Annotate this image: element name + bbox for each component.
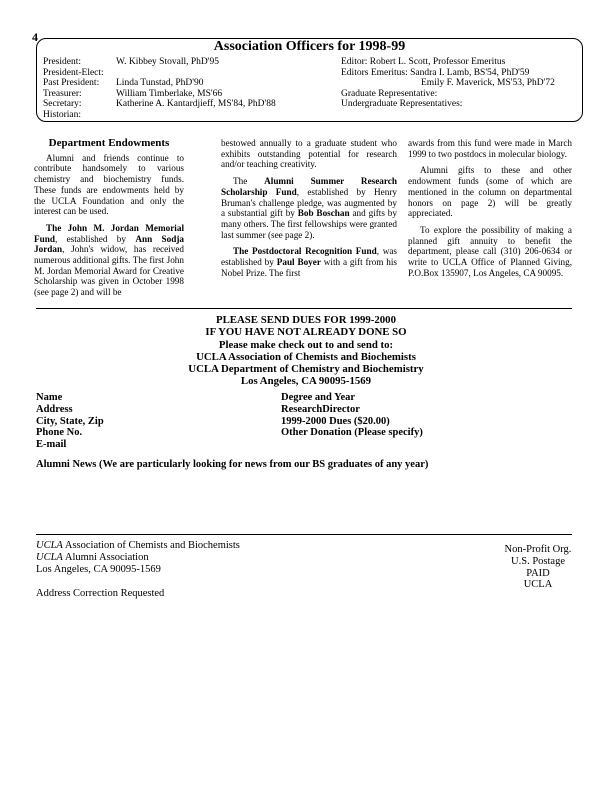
endowments-column-3 bbox=[408, 138, 572, 284]
form-field-dues: 1999-2000 Dues ($20.00) bbox=[281, 415, 390, 427]
editor-line: Emily F. Maverick, MS'53, PhD'72 bbox=[421, 78, 555, 88]
editor-line: Graduate Representative: bbox=[341, 88, 438, 99]
endowments-paragraph: Alumni and friends continue to contribute handsomely to various chemistry and biochemistry funds. These funds are endowments held by the UCLA Foundation and only the interest can be used. bbox=[34, 152, 184, 217]
section-divider bbox=[36, 308, 572, 309]
jordan-fund-name: The John M. Jordan Memorial Fund bbox=[34, 222, 184, 244]
donor-name: Bob Boschan bbox=[297, 208, 350, 219]
officers-box bbox=[36, 38, 583, 122]
editor-line: Editors Emeritus: Sandra I. Lamb, BS'54, PhD'59 bbox=[341, 67, 530, 78]
officer-role: President-Elect: bbox=[43, 67, 104, 78]
dues-line: Please make check out to and send to: bbox=[218, 338, 394, 351]
officer-name: Linda Tunstad, PhD'90 bbox=[116, 78, 204, 88]
officer-role: Historian: bbox=[43, 109, 81, 120]
donor-name: Ann Sodja Jordan bbox=[34, 233, 185, 255]
officer-role: Treasurer: bbox=[43, 88, 82, 99]
endowments-column-1 bbox=[34, 138, 184, 304]
officer-role: Secretary: bbox=[43, 99, 82, 109]
dues-notice bbox=[36, 314, 576, 388]
dues-form-left bbox=[36, 392, 236, 451]
officer-name bbox=[116, 68, 336, 79]
dues-line: UCLA Department of Chemistry and Biochemistry bbox=[188, 363, 424, 376]
form-field-phone: Phone No. bbox=[36, 427, 83, 439]
permit-line: UCLA bbox=[523, 579, 553, 591]
officer-name: W. Kibbey Stovall, PhD'95 bbox=[116, 57, 219, 67]
permit-line: Non-Profit Org. bbox=[504, 544, 572, 555]
postdoc-fund-name: The Postdoctoral Recognition Fund bbox=[233, 246, 377, 257]
endowments-paragraph: awards from this fund were made in March 1999 to two postdocs in molecular biology. bbox=[408, 138, 572, 159]
officer-names bbox=[116, 57, 336, 110]
permit-line: U.S. Postage bbox=[511, 555, 565, 567]
editor-line: Undergraduate Representatives: bbox=[341, 99, 463, 109]
permit-line: PAID bbox=[526, 567, 550, 579]
endowments-paragraph: Alumni gifts to these and other endowment funds (some of which are mentioned in the column on departmental honors on page 2) will be greatly appreciated. bbox=[408, 165, 572, 219]
postdoc-fund-paragraph: The Postdoctoral Recognition Fund, was established by Paul Boyer with a gift from his Nobel Prize. The first bbox=[221, 246, 397, 278]
return-address-line: UCLA Association of Chemists and Biochemists bbox=[36, 540, 240, 551]
form-field-address: Address bbox=[36, 403, 73, 415]
officers-title: Association Officers for 1998-99 bbox=[213, 39, 406, 54]
address-correction: Address Correction Requested bbox=[36, 588, 165, 599]
dues-form-right bbox=[281, 392, 541, 439]
donor-name: Paul Boyer bbox=[276, 257, 321, 268]
officer-name: William Timberlake, MS'66 bbox=[116, 88, 223, 99]
form-field-email: E-mail bbox=[36, 439, 67, 451]
return-address bbox=[36, 540, 336, 575]
summer-fund-name: Alumni Summer Research Scholarship Fund bbox=[221, 176, 397, 197]
summer-fund-paragraph: The Alumni Summer Research Scholarship Fund, established by Henry Bruman's challenge pledge, was augmented by a substantial gift by Bob Boschan and gifts by many others. The first fellowships were granted last summer (see page 2). bbox=[221, 176, 397, 240]
mailing-divider bbox=[36, 534, 572, 535]
form-field-degree: Degree and Year bbox=[281, 392, 356, 403]
officer-role: President: bbox=[43, 57, 81, 67]
alumni-news-label: Alumni News (We are particularly looking for news from our BS graduates of any year) bbox=[36, 459, 429, 470]
return-address-line: Los Angeles, CA 90095-1569 bbox=[36, 563, 161, 575]
editors-list bbox=[341, 57, 581, 110]
planned-giving-paragraph: To explore the possibility of making a planned gift annuity to benefit the department, please call (310) 206-0634 or write to UCLA Office of Planned Giving, P.O.Box 135907, Los Angeles, CA 90095. bbox=[408, 224, 572, 278]
form-field-donation: Other Donation (Please specify) bbox=[281, 427, 423, 439]
editor-line: Editor: Robert L. Scott, Professor Emeritus bbox=[341, 57, 506, 67]
form-field-director: ResearchDirector bbox=[281, 403, 360, 415]
dues-line: UCLA Association of Chemists and Biochemists bbox=[196, 350, 416, 363]
officer-roles bbox=[43, 57, 118, 120]
form-field-name: Name bbox=[36, 392, 63, 403]
return-address-line: UCLA Alumni Association bbox=[36, 551, 149, 563]
officer-name: Katherine A. Kantardjieff, MS'84, PhD'88 bbox=[116, 99, 276, 109]
page-number: 4 bbox=[32, 30, 38, 44]
endowments-paragraph: bestowed annually to a graduate student who exhibits outstanding potential for research and/or teaching creativity. bbox=[221, 138, 397, 170]
dues-line: Los Angeles, CA 90095-1569 bbox=[240, 375, 372, 388]
dues-line: IF YOU HAVE NOT ALREADY DONE SO bbox=[205, 326, 407, 339]
jordan-fund-paragraph: The John M. Jordan Memorial Fund, established by Ann Sodja Jordan, John's widow, has received numerous additional gifts. The first John M. Jordan Memorial Award for Creative Scholarship was given in October 1998 (see page 2) and will be bbox=[34, 222, 185, 298]
postage-permit bbox=[488, 544, 588, 591]
dues-line: PLEASE SEND DUES FOR 1999-2000 bbox=[216, 314, 396, 326]
endowments-heading: Department Endowments bbox=[48, 137, 170, 149]
officer-role: Past President: bbox=[43, 78, 100, 88]
form-field-city: City, State, Zip bbox=[36, 415, 104, 427]
endowments-column-2 bbox=[221, 138, 397, 284]
